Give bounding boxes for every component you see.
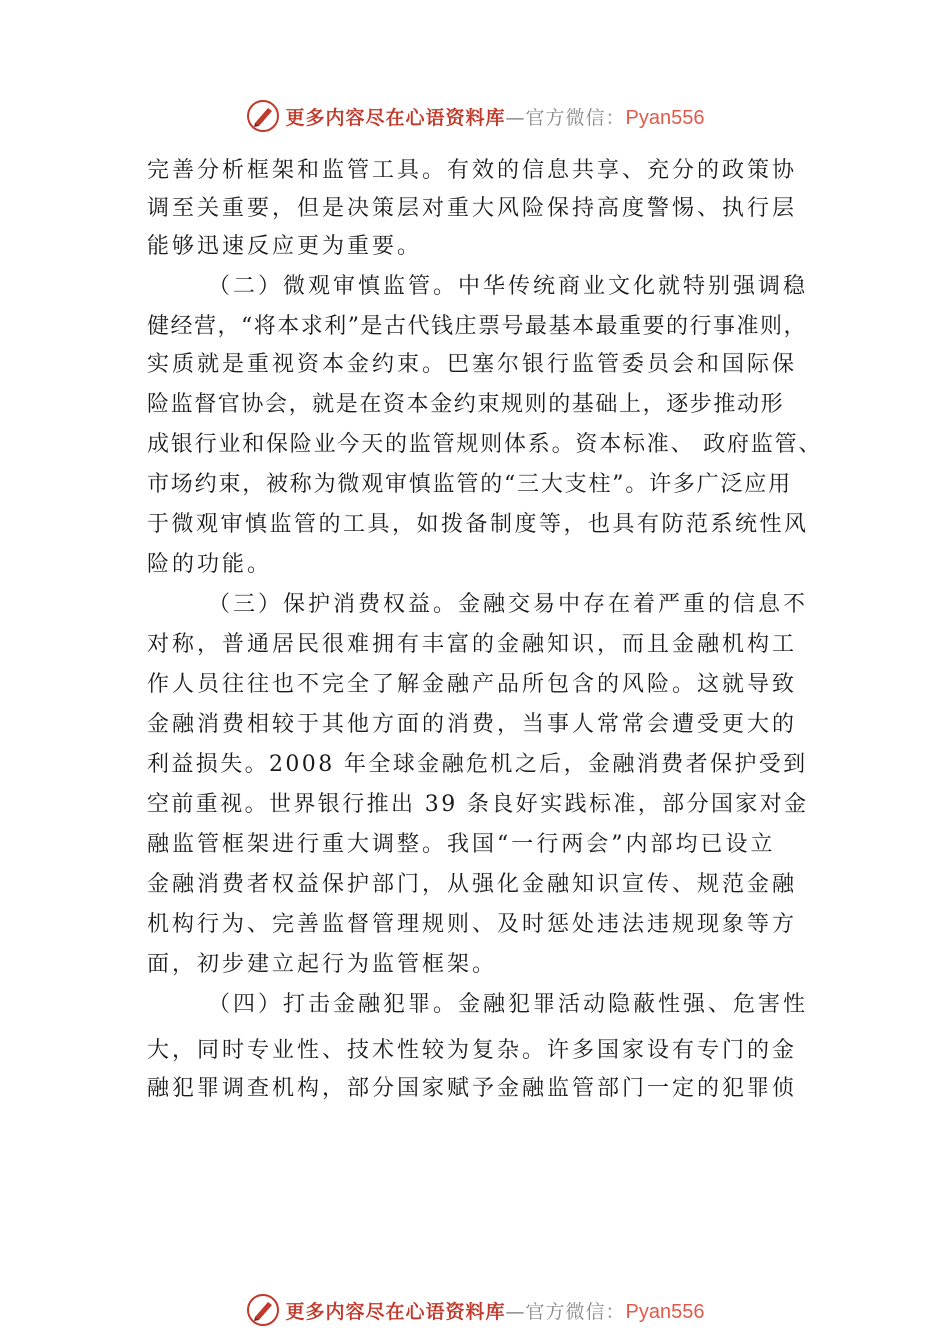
text-line: 面，初步建立起行为监管框架。 <box>147 952 498 977</box>
text-line: 市场约束，被称为微观审慎监管的“三大支柱”。许多广泛应用 <box>147 472 792 497</box>
footer-banner-text <box>286 1297 705 1324</box>
text-line: 融监管框架进行重大调整。我国“一行两会”内部均已设立 <box>147 832 776 857</box>
footer-banner-wechat-id: Pyan556 <box>625 1300 705 1323</box>
footer-banner-label: 官方微信： <box>525 1300 626 1323</box>
header-banner-wechat-id: Pyan556 <box>625 106 705 129</box>
text-line: 险监督官协会，就是在资本金约束规则的基础上，逐步推动形 <box>147 392 785 417</box>
footer-banner <box>0 1290 950 1330</box>
pen-logo-icon <box>246 99 280 133</box>
header-banner-label: 官方微信： <box>525 106 626 129</box>
text-line: 健经营，“将本求利”是古代钱庄票号最基本最重要的行事准则， <box>147 314 807 339</box>
text-line: 机构行为、完善监督管理规则、及时惩处违法违规现象等方 <box>147 912 798 937</box>
text-line: 对称，普通居民很难拥有丰富的金融知识，而且金融机构工 <box>147 632 798 657</box>
pen-logo-icon <box>246 1293 280 1327</box>
text-line: 完善分析框架和监管工具。有效的信息共享、充分的政策协 <box>147 158 798 183</box>
text-line: 实质就是重视资本金约束。巴塞尔银行监管委员会和国际保 <box>147 352 798 377</box>
text-line: 能够迅速反应更为重要。 <box>147 234 423 259</box>
footer-banner-separator: — <box>505 1300 526 1323</box>
text-line: 调至关重要，但是决策层对重大风险保持高度警惕、执行层 <box>147 196 798 221</box>
text-line: 于微观审慎监管的工具，如拨备制度等，也具有防范系统性风 <box>147 512 809 537</box>
text-line: 大，同时专业性、技术性较为复杂。许多国家设有专门的金 <box>147 1038 798 1063</box>
text-line: 金融消费相较于其他方面的消费，当事人常常会遭受更大的 <box>147 712 798 737</box>
header-banner-separator: — <box>505 106 526 129</box>
text-line: 空前重视。世界银行推出 39 条良好实践标准，部分国家对金 <box>147 792 809 817</box>
header-banner <box>0 96 950 136</box>
text-line: 利益损失。2008 年全球金融危机之后，金融消费者保护受到 <box>147 752 808 777</box>
header-banner-text <box>286 103 705 130</box>
section-heading-line: （二）微观审慎监管。中华传统商业文化就特别强调稳 <box>208 274 809 299</box>
section-heading-line: （四）打击金融犯罪。金融犯罪活动隐蔽性强、危害性 <box>208 992 809 1017</box>
text-line: 金融消费者权益保护部门，从强化金融知识宣传、规范金融 <box>147 872 798 897</box>
section-heading-line: （三）保护消费权益。金融交易中存在着严重的信息不 <box>208 592 809 617</box>
text-line: 成银行业和保险业今天的监管规则体系。资本标准、 政府监管、 <box>147 432 823 457</box>
text-line: 险的功能。 <box>147 552 273 577</box>
header-banner-main: 更多内容尽在心语资料库 <box>285 106 506 129</box>
text-line: 作人员往往也不完全了解金融产品所包含的风险。这就导致 <box>147 672 798 697</box>
footer-banner-main: 更多内容尽在心语资料库 <box>285 1300 506 1323</box>
text-line: 融犯罪调查机构，部分国家赋予金融监管部门一定的犯罪侦 <box>147 1076 798 1101</box>
